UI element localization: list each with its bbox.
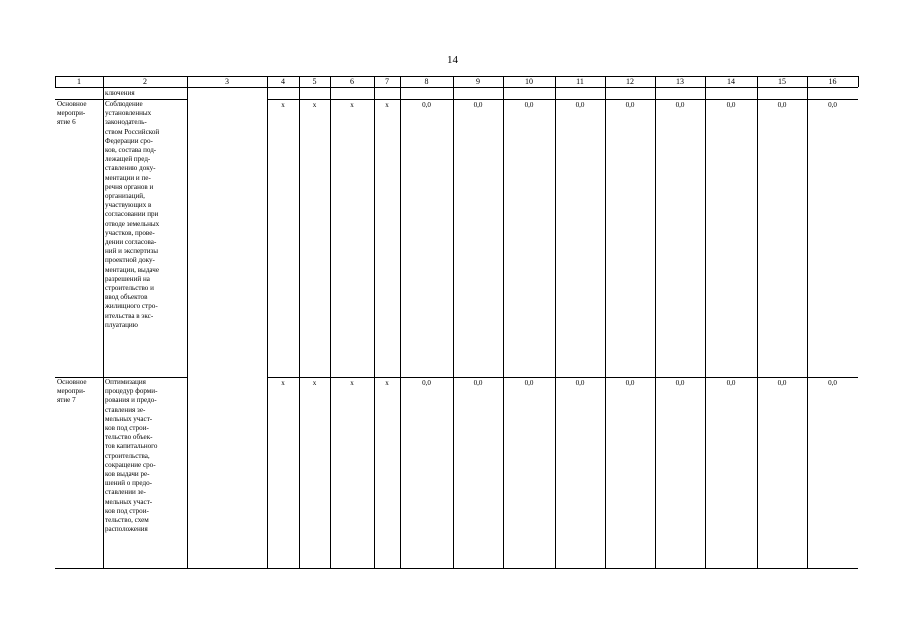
measure-name-line: меропри- — [57, 387, 86, 396]
column-divider — [705, 76, 706, 568]
mark-cell: х — [385, 379, 389, 387]
value-cell: 0,0 — [422, 101, 431, 109]
description-line: участков, прове- — [105, 228, 155, 237]
page-number: 14 — [447, 54, 458, 66]
description-line: мельных участ- — [105, 497, 153, 506]
column-header-15: 15 — [778, 77, 786, 86]
measure-name-line: ятие 6 — [57, 118, 76, 127]
column-divider — [103, 76, 104, 568]
description-line: лежащей пред- — [105, 155, 151, 164]
measure-description — [105, 378, 185, 534]
description-line: Соблюдение — [105, 100, 143, 108]
column-header-6: 6 — [350, 77, 354, 86]
column-divider — [267, 76, 268, 568]
column-header-13: 13 — [676, 77, 684, 86]
measure-name — [57, 100, 102, 128]
measure-name-line: Основное — [57, 100, 87, 108]
mark-cell: х — [385, 101, 389, 109]
description-line: сокращение сро- — [105, 460, 156, 469]
description-line: тельство, схем — [105, 516, 149, 525]
description-line: процедур форми- — [105, 387, 158, 396]
description-line: ков выдачи ре- — [105, 470, 150, 479]
row-separator — [267, 99, 858, 100]
continuation-text: ключения — [105, 89, 135, 97]
description-line: шений о предо- — [105, 479, 153, 488]
description-line: ставлению доку- — [105, 164, 156, 173]
description-line: разрешений на — [105, 274, 150, 283]
mark-cell: х — [350, 101, 354, 109]
header-separator — [55, 87, 858, 88]
description-line: ков под строи- — [105, 506, 149, 515]
description-line: тов капитального — [105, 442, 158, 451]
measure-name-line: ятие 7 — [57, 396, 76, 405]
column-header-10: 10 — [525, 77, 533, 86]
description-line: участвующих в — [105, 201, 152, 210]
column-header-12: 12 — [626, 77, 634, 86]
column-header-1: 1 — [77, 77, 81, 86]
mark-cell: х — [281, 101, 285, 109]
table-right-border — [858, 76, 859, 87]
description-line: дении согласова- — [105, 238, 157, 247]
description-line: ительства в экс- — [105, 311, 154, 320]
column-header-7: 7 — [385, 77, 389, 86]
value-cell: 0,0 — [575, 379, 585, 387]
description-line: установленных — [105, 109, 152, 118]
value-cell: 0,0 — [422, 379, 431, 387]
value-cell: 0,0 — [625, 379, 635, 387]
value-cell: 0,0 — [675, 379, 685, 387]
measure-name — [57, 378, 102, 406]
mark-cell: х — [312, 379, 317, 387]
value-cell: 0,0 — [524, 101, 534, 109]
description-line: рования и предо- — [105, 396, 157, 405]
description-line: ков под строи- — [105, 424, 149, 433]
column-divider — [503, 76, 504, 568]
mark-cell: х — [350, 379, 354, 387]
column-header-3: 3 — [225, 77, 229, 86]
table-bottom-border — [55, 568, 858, 569]
description-line: Федерации сро- — [105, 136, 153, 145]
value-cell: 0,0 — [675, 101, 685, 109]
description-line: Оптимизация — [105, 378, 146, 386]
column-divider — [453, 76, 454, 568]
column-divider — [330, 76, 331, 568]
description-line: ков, состава под- — [105, 146, 157, 155]
value-cell: 0,0 — [828, 379, 837, 387]
column-header-9: 9 — [476, 77, 480, 86]
column-divider — [655, 76, 656, 568]
description-line: строительства, — [105, 451, 150, 460]
value-cell: 0,0 — [575, 101, 585, 109]
column-header-2: 2 — [143, 77, 147, 86]
value-cell: 0,0 — [473, 379, 483, 387]
value-cell: 0,0 — [726, 101, 736, 109]
description-line: тельство объек- — [105, 433, 153, 442]
value-cell: 0,0 — [726, 379, 736, 387]
description-line: строительство и — [105, 284, 154, 293]
description-line: согласовании при — [105, 210, 159, 219]
row-separator — [267, 377, 858, 378]
column-header-14: 14 — [727, 77, 735, 86]
value-cell: 0,0 — [625, 101, 635, 109]
description-line: ний и экспертизы — [105, 247, 159, 256]
column-header-8: 8 — [424, 77, 429, 86]
description-line: речня органов и — [105, 182, 154, 191]
description-line: ментации, выдаче — [105, 265, 160, 274]
value-cell: 0,0 — [777, 379, 787, 387]
description-line: мельных участ- — [105, 414, 153, 423]
column-header-5: 5 — [312, 77, 317, 86]
measure-name-line: Основное — [57, 378, 87, 386]
description-line: ставлении зе- — [105, 488, 146, 497]
column-header-16: 16 — [828, 77, 837, 86]
description-line: расположения — [105, 525, 148, 534]
description-line: жилищного стро- — [105, 302, 158, 311]
value-cell: 0,0 — [524, 379, 534, 387]
column-divider — [299, 76, 300, 568]
description-line: ством Российской — [105, 127, 160, 136]
value-cell: 0,0 — [777, 101, 787, 109]
description-line: ментации и пе- — [105, 173, 151, 182]
measure-description — [105, 100, 185, 330]
column-header-4: 4 — [281, 77, 285, 86]
description-line: законодатель- — [105, 118, 147, 127]
description-line: организаций, — [105, 192, 145, 201]
column-divider — [555, 76, 556, 568]
column-divider — [187, 76, 188, 568]
column-divider — [757, 76, 758, 568]
column-header-11: 11 — [576, 77, 584, 86]
description-line: плуатацию — [105, 320, 138, 329]
mark-cell: х — [312, 101, 317, 109]
column-divider — [807, 76, 808, 568]
column-divider — [374, 76, 375, 568]
measure-name-line: меропри- — [57, 109, 86, 118]
value-cell: 0,0 — [828, 101, 837, 109]
description-line: проектной доку- — [105, 256, 155, 265]
description-line: отводе земельных — [105, 219, 160, 228]
column-divider — [400, 76, 401, 568]
value-cell: 0,0 — [473, 101, 483, 109]
column-divider — [605, 76, 606, 568]
description-line: ввод объектов — [105, 293, 148, 302]
description-line: ставления зе- — [105, 405, 146, 414]
mark-cell: х — [281, 379, 285, 387]
